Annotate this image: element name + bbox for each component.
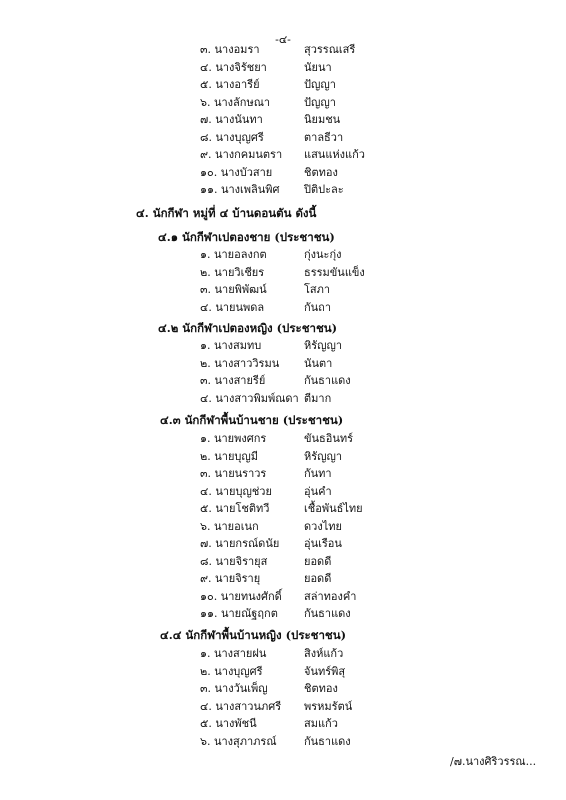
family-name: ธรรมขันแข็ง xyxy=(304,265,365,279)
family-name: เชื้อพันธ์ไทย xyxy=(304,502,363,515)
family-name: สล่าทองคำ xyxy=(304,589,357,603)
given-name: ๖. นางลักษณา xyxy=(200,95,271,109)
section-heading: ๔. นักกีฬา หมู่ที่ ๔ บ้านดอนตัน ดังนี้ xyxy=(136,206,317,220)
family-name: นิยมชน xyxy=(304,113,341,126)
given-name: ๓. นางวันเพ็ญ xyxy=(200,682,268,695)
subsection-heading: ๔.๔ นักกีฬาพื้นบ้านหญิง (ประชาชน) xyxy=(160,628,347,642)
given-name: ๔. นายนพดล xyxy=(200,300,265,314)
page-number: -๔- xyxy=(275,33,291,46)
family-name: กุ่งนะกุ่ง xyxy=(304,248,342,261)
family-name: กันทา xyxy=(304,467,332,480)
subsection-heading: ๔.๓ นักกีฬาพื้นบ้านชาย (ประชาชน) xyxy=(160,413,344,427)
given-name: ๔. นายบุญช่วย xyxy=(200,484,272,498)
family-name: หิรัญญา xyxy=(304,339,343,352)
given-name: ๓. นายพิพัฒน์ xyxy=(200,283,267,296)
family-name: จันทร์พิสุ xyxy=(304,664,346,678)
family-name: อุ่นเรือน xyxy=(304,537,342,550)
family-name: สุวรรณเสรี xyxy=(304,43,356,56)
given-name: ๕. นางพัชนี xyxy=(200,717,257,730)
given-name: ๖. นางสุภาภรณ์ xyxy=(200,734,277,748)
given-name: ๙. นางกคมนตรา xyxy=(200,148,283,161)
given-name: ๑๑. นายณัฐฤกต xyxy=(200,607,278,620)
given-name: ๘. นายจิรายุส xyxy=(200,554,268,568)
subsection-heading: ๔.๑ นักกีฬาเปตองชาย (ประชาชน) xyxy=(158,230,335,244)
given-name: ๔. นางสาวพิมพ์ณดา xyxy=(200,391,299,405)
given-name: ๓. นายนราวร xyxy=(200,467,267,480)
family-name: อุ่นคำ xyxy=(304,484,332,498)
family-name: ชิตทอง xyxy=(304,682,338,695)
given-name: ๑๐. นายทนงศักดิ์ xyxy=(200,589,282,603)
given-name: ๑. นายพงศกร xyxy=(200,432,267,445)
family-name: ตาลธีวา xyxy=(304,130,344,144)
family-name: นัยนา xyxy=(304,60,332,74)
given-name: ๒. นางสาววิรมน xyxy=(200,356,280,370)
given-name: ๒. นางบุญศรี xyxy=(200,664,263,678)
family-name: สิงห์แก้ว xyxy=(304,647,344,660)
given-name: ๕. นายโชติทวี xyxy=(200,502,270,515)
family-name: กันธาแดง xyxy=(304,734,351,748)
given-name: ๑. นายอลงกต xyxy=(200,248,267,261)
given-name: ๑๑. นางเพลินพิศ xyxy=(200,183,280,196)
family-name: ปิติปะละ xyxy=(304,183,344,196)
given-name: ๖. นายอเนก xyxy=(200,519,259,533)
given-name: ๘. นางบุญศรี xyxy=(200,130,264,144)
family-name: กันธาแดง xyxy=(304,374,351,387)
given-name: ๒. นายวิเชียร xyxy=(200,265,265,279)
continuation-note: /๗.นางศิริวรรณ... xyxy=(450,755,537,768)
family-name: ยอดดี xyxy=(304,572,332,585)
family-name: สมแก้ว xyxy=(304,717,338,730)
family-name: กันธาแดง xyxy=(304,607,351,620)
given-name: ๗. นายกรณ์ดนัย xyxy=(200,537,280,550)
given-name: ๕. นางอารีย์ xyxy=(200,78,260,91)
given-name: ๑๐. นางบัวสาย xyxy=(200,165,273,179)
family-name: แสนแห่งแก้ว xyxy=(304,148,365,161)
family-name: กันถา xyxy=(304,300,332,314)
family-name: นันตา xyxy=(304,356,333,370)
given-name: ๔. นางสาวนภศรี xyxy=(200,699,282,713)
family-name: พรหมรัตน์ xyxy=(304,699,353,713)
family-name: ปัญญา xyxy=(304,78,336,91)
family-name: ปัญญา xyxy=(304,95,336,109)
given-name: ๙. นายจิรายุ xyxy=(200,572,261,585)
given-name: ๓. นางอมรา xyxy=(200,43,260,56)
given-name: ๔. นางจิรัชยา xyxy=(200,60,267,74)
family-name: ตีมาก xyxy=(304,391,332,405)
family-name: ยอดดี xyxy=(304,554,332,568)
given-name: ๒. นายบุญมี xyxy=(200,449,258,463)
family-name: ขันธอินทร์ xyxy=(304,432,354,445)
family-name: ดวงไทย xyxy=(304,519,342,533)
family-name: หิรัญญา xyxy=(304,449,343,463)
given-name: ๑. นางสมทบ xyxy=(200,339,262,352)
given-name: ๓. นางสายรีย์ xyxy=(200,374,266,387)
subsection-heading: ๔.๒ นักกีฬาเปตองหญิง (ประชาชน) xyxy=(158,321,338,335)
family-name: โสภา xyxy=(304,283,331,296)
given-name: ๑. นางสายฝน xyxy=(200,647,267,660)
family-name: ชิตทอง xyxy=(304,165,338,179)
given-name: ๗. นางนันทา xyxy=(200,113,263,126)
